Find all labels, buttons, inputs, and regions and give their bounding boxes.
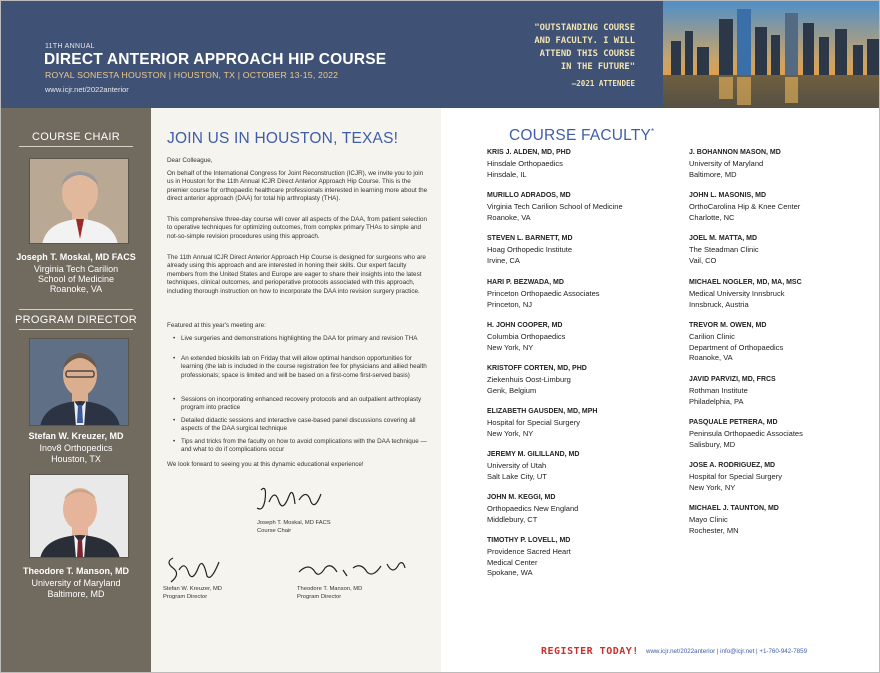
faculty-entry: ELIZABETH GAUSDEN, MD, MPH Hospital for Special Surgery New York, NY bbox=[487, 408, 598, 438]
course-title: DIRECT ANTERIOR APPROACH HIP COURSE bbox=[44, 51, 387, 68]
portrait-icon bbox=[30, 475, 129, 558]
list-item: • Live surgeries and demonstrations highlighting the DAA for primary and revision THA bbox=[173, 335, 418, 342]
list-item: • Sessions on incorporating enhanced recovery protocols and an outpatient arthroplasty program into practice bbox=[173, 396, 422, 412]
faculty-entry: MURILLO ADRADOS, MD Virginia Tech Carilion School of Medicine Roanoke, VA bbox=[487, 192, 623, 222]
director2-affiliation: University of Maryland bbox=[31, 578, 121, 588]
venue-dates: ROYAL SONESTA HOUSTON | HOUSTON, TX | OCTOBER 13-15, 2022 bbox=[45, 70, 339, 80]
featured-intro: Featured at this year's meeting are: bbox=[167, 322, 266, 329]
faculty-entry: J. BOHANNON MASON, MD University of Maryland Baltimore, MD bbox=[689, 149, 781, 179]
chair-signature-image bbox=[255, 482, 325, 516]
divider bbox=[19, 329, 133, 330]
divider bbox=[19, 146, 133, 147]
director1-location: Houston, TX bbox=[51, 454, 101, 464]
letter-paragraph-2: This comprehensive three-day course will cover all aspects of the DAA, from patient selection to operative techniques for optimizing outcomes, from complex primary THAs to simple and not-so-simple revision procedures using this approach. bbox=[167, 216, 428, 240]
list-item: • An extended bioskills lab on Friday that will allow optimal handson opportunities for learning (the lab is included in the course registration fee for physicians and allied health professionals; space is limited and will be based on a first-come first-served basis) bbox=[173, 355, 427, 379]
faculty-entry: JEREMY M. GILILLAND, MD University of Utah Salt Lake City, UT bbox=[487, 451, 580, 481]
faculty-entry: HARI P. BEZWADA, MD Princeton Orthopaedic Associates Princeton, NJ bbox=[487, 279, 600, 309]
faculty-entry: JOHN L. MASONIS, MD OrthoCarolina Hip & Knee Center Charlotte, NC bbox=[689, 192, 801, 222]
faculty-entry: TREVOR M. OWEN, MD Carilion Clinic Department of Orthopaedics Roanoke, VA bbox=[689, 322, 784, 363]
program-director-heading: PROGRAM DIRECTOR bbox=[15, 314, 137, 326]
faculty-entry: H. JOHN COOPER, MD Columbia Orthopaedics New York, NY bbox=[487, 322, 566, 352]
faculty-entry: JAVID PARVIZI, MD, FRCS Rothman Institute Philadelphia, PA bbox=[689, 376, 776, 406]
leadership-sidebar bbox=[1, 108, 151, 673]
header-band bbox=[1, 1, 880, 108]
director2-photo bbox=[29, 474, 129, 558]
director2-name: Theodore T. Manson, MD bbox=[22, 566, 129, 576]
letter-paragraph-3: The 11th Annual ICJR Direct Anterior Approach Hip Course is designed for surgeons who are already using this approach and are interested in honing their skills. Our expert faculty members from the United States and Europe are eager to share their insights into the latest techniques, clinical outcomes, and perioperative protocols associated with this approach, including thorough instruction on how to incorporate the DAA into revision surgery practice. bbox=[167, 254, 426, 295]
list-item: • Tips and tricks from the faculty on how to avoid complications with the DAA technique — and what to do if complications occur bbox=[173, 438, 427, 454]
faculty-title: COURSE FACULTY* bbox=[509, 127, 655, 145]
director2-signature-image bbox=[295, 558, 407, 580]
director1-name: Stefan W. Kreuzer, MD bbox=[28, 431, 124, 441]
quote-attribution: —2021 ATTENDEE bbox=[571, 79, 635, 88]
faculty-entry: JOHN M. KEGGI, MD Orthopaedics New England Middlebury, CT bbox=[487, 494, 579, 524]
faculty-entry: KRIS J. ALDEN, MD, PHD Hinsdale Orthopaedics Hinsdale, IL bbox=[487, 149, 571, 179]
attendee-quote: "OUTSTANDING COURSE AND FACULTY. I WILL ATTEND THIS COURSE IN THE FUTURE" bbox=[534, 23, 635, 72]
director1-affiliation: Inov8 Orthopedics bbox=[39, 443, 113, 453]
course-url[interactable]: www.icjr.net/2022anterior bbox=[45, 85, 129, 94]
chair-signature-caption: Joseph T. Moskal, MD FACS Course Chair bbox=[257, 520, 331, 534]
letter-title: JOIN US IN HOUSTON, TEXAS! bbox=[167, 130, 399, 147]
director2-signature-caption: Theodore T. Manson, MD Program Director bbox=[297, 586, 363, 600]
list-item: • Detailed didactic sessions and interactive case-based panel discussions covering all aspects of the DAA surgical technique bbox=[173, 417, 416, 433]
course-chair-heading: COURSE CHAIR bbox=[32, 131, 120, 143]
faculty-entry: STEVEN L. BARNETT, MD Hoag Orthopedic Institute Irvine, CA bbox=[487, 235, 573, 265]
register-today-link[interactable]: REGISTER TODAY! bbox=[541, 646, 639, 657]
chair-photo bbox=[29, 158, 129, 244]
letter-greeting: Dear Colleague, bbox=[167, 157, 213, 164]
letter-paragraph-1: On behalf of the International Congress for Joint Reconstruction (ICJR), we invite you to join us in Houston for the 11th Annual ICJR Direct Anterior Approach Hip Course. This is the premier course for orthopaedic healthcare professionals interested in learning more about the direct anterior approach (DAA) for total hip arthroplasty (THA). bbox=[167, 170, 428, 203]
director1-signature-image bbox=[163, 552, 223, 586]
director1-photo bbox=[29, 338, 129, 426]
portrait-icon bbox=[30, 339, 129, 426]
portrait-icon bbox=[30, 159, 129, 244]
faculty-entry: MICHAEL NOGLER, MD, MA, MSC Medical University Innsbruck Innsbruck, Austria bbox=[689, 279, 802, 309]
director1-signature-caption: Stefan W. Kreuzer, MD Program Director bbox=[163, 586, 222, 600]
faculty-entry: JOEL M. MATTA, MD The Steadman Clinic Vail, CO bbox=[689, 235, 759, 265]
chair-affiliation-2: School of Medicine bbox=[37, 274, 115, 284]
faculty-entry: PASQUALE PETRERA, MD Peninsula Orthopaedic Associates Salisbury, MD bbox=[689, 419, 803, 449]
houston-skyline-image bbox=[663, 1, 880, 108]
letter-closing: We look forward to seeing you at this dynamic educational experience! bbox=[167, 461, 364, 468]
faculty-entry: JOSE A. RODRIGUEZ, MD Hospital for Special Surgery New York, NY bbox=[689, 462, 782, 492]
chair-location: Roanoke, VA bbox=[49, 284, 103, 294]
annual-label: 11TH ANNUAL bbox=[45, 43, 95, 50]
welcome-letter bbox=[151, 108, 441, 673]
chair-name: Joseph T. Moskal, MD FACS bbox=[16, 252, 136, 262]
director2-location: Baltimore, MD bbox=[47, 589, 105, 599]
contact-info[interactable]: www.icjr.net/2022anterior | info@icjr.net | +1-760-942-7859 bbox=[646, 648, 808, 655]
faculty-entry: MICHAEL J. TAUNTON, MD Mayo Clinic Rochester, MN bbox=[689, 505, 779, 535]
chair-affiliation: Virginia Tech Carilion bbox=[33, 264, 119, 274]
faculty-entry: TIMOTHY P. LOVELL, MD Providence Sacred Heart Medical Center Spokane, WA bbox=[487, 537, 571, 578]
divider bbox=[19, 309, 133, 310]
faculty-entry: KRISTOFF CORTEN, MD, PHD Ziekenhuis Oost-Limburg Genk, Belgium bbox=[487, 365, 587, 395]
